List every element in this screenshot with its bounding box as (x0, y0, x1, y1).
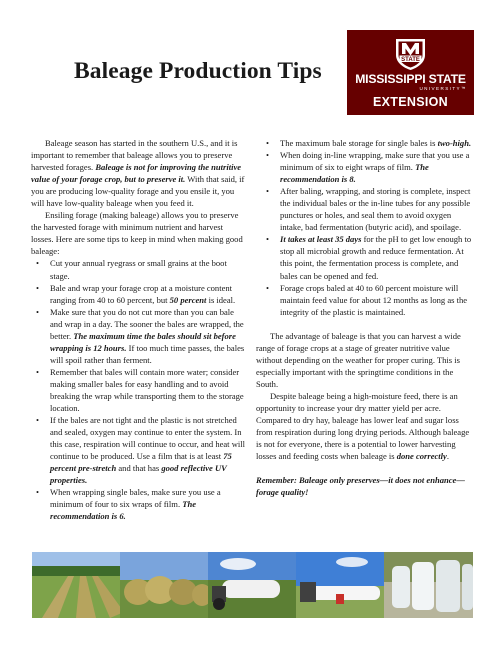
list-item: • Bale and wrap your forage crop at a moisture content ranging from 40 to 60 percent, but 50 percent is ideal. (31, 282, 247, 306)
tips-list-left (31, 257, 247, 522)
photo-strip (32, 552, 473, 618)
list-item: • Cut your annual ryegrass or small grains at the boot stage. (31, 257, 247, 281)
intro-paragraph: Baleage season has started in the southern U.S., and it is important to remember that baleage allows you to preserve harvested forages. Baleage is not for improving the nutritive value of your forage crop, but to preserve it. With that said, if you are producing low-quality forage and you ensile it, you will have low-quality baleage when you feed it. (31, 138, 245, 209)
remember-note: Remember: Baleage only preserves—it does not enhance—forage quality! (256, 475, 465, 498)
field-swaths-photo (32, 552, 120, 618)
list-item: • The maximum bale storage for single bales is two-high. (256, 137, 474, 149)
stacked-bales-photo (384, 552, 473, 618)
despite-paragraph: Despite baleage being a high-moisture feed, there is an opportunity to increase your dry matter yield per acre. Compared to dry hay, baleage has lower leaf and sugar loss from respiration during long drying periods. Although baleage is not for everyone, there is a potential to lower harvesting losses and feeding costs when baleage is done correctly. (256, 390, 470, 462)
tips-list-right (256, 137, 474, 318)
right-column (256, 137, 474, 498)
list-item: • Make sure that you do not cut more than you can bale and wrap in a day. The sooner the bales are wrapped, the better. The maximum time the bales should sit before wrapping is 12 hours. If too much time passes, the bales will spoil rather than ferment. (31, 306, 247, 366)
logo-university-sub: UNIVERSITY™ (419, 86, 467, 91)
inline-wrapper-photo (296, 552, 384, 618)
list-item: • When doing in-line wrapping, make sure that you use a minimum of six to eight wraps of film. The recommendation is 8. (256, 149, 474, 185)
round-bales-photo (120, 552, 208, 618)
logo-extension: EXTENSION (373, 95, 448, 109)
list-item: • After baling, wrapping, and storing is complete, inspect the individual bales or the in-line tubes for any possible punctures or holes, and seal them to avoid oxygen intake, bad fermentation (butyric acid), and spoilage. (256, 185, 474, 233)
list-item: • If the bales are not tight and the plastic is not stretched and sealed, oxygen may continue to enter the system. In this case, respiration will continue to occur, and heat will continue to be produced. Use a film that is at least 75 percent pre-stretch and that has good reflective UV properties. (31, 414, 247, 486)
ensiling-paragraph: Ensiling forage (making baleage) allows you to preserve the harvested forage with minimum nutrient and harvest losses. Here are some tips to keep in mind when making good baleage: (31, 210, 243, 257)
logo-university-name: MISSISSIPPI STATE (355, 72, 466, 86)
list-item: • When wrapping single bales, make sure you use a minimum of four to six wraps of film. The recommendation is 6. (31, 486, 247, 522)
list-item: • Remember that bales will contain more water; consider making smaller bales for easy handling and to avoid breaking the wrap while transporting them to the storage location. (31, 366, 247, 414)
list-item: • Forage crops baled at 40 to 60 percent moisture will maintain feed value for about 12 months as long as the integrity of the plastic is maintained. (256, 282, 474, 318)
page-title: Baleage Production Tips (74, 58, 322, 84)
list-item: • It takes at least 35 days for the pH to get low enough to stop all microbial growth and reduce fermentation. At this point, the fermentation process is complete, and bales can be opened and fed. (256, 233, 474, 281)
msu-shield-icon (393, 37, 428, 71)
wrapped-bales-tractor-photo (208, 552, 296, 618)
left-column (31, 137, 247, 523)
msu-extension-logo (347, 30, 474, 115)
logo-state-text: STATE (401, 57, 420, 63)
advantage-paragraph: The advantage of baleage is that you can harvest a wide range of forage crops at a stage of greater nutritive value without depending on the weather for proper curing. This is especially important with the springtime conditions in the South. (256, 330, 461, 389)
